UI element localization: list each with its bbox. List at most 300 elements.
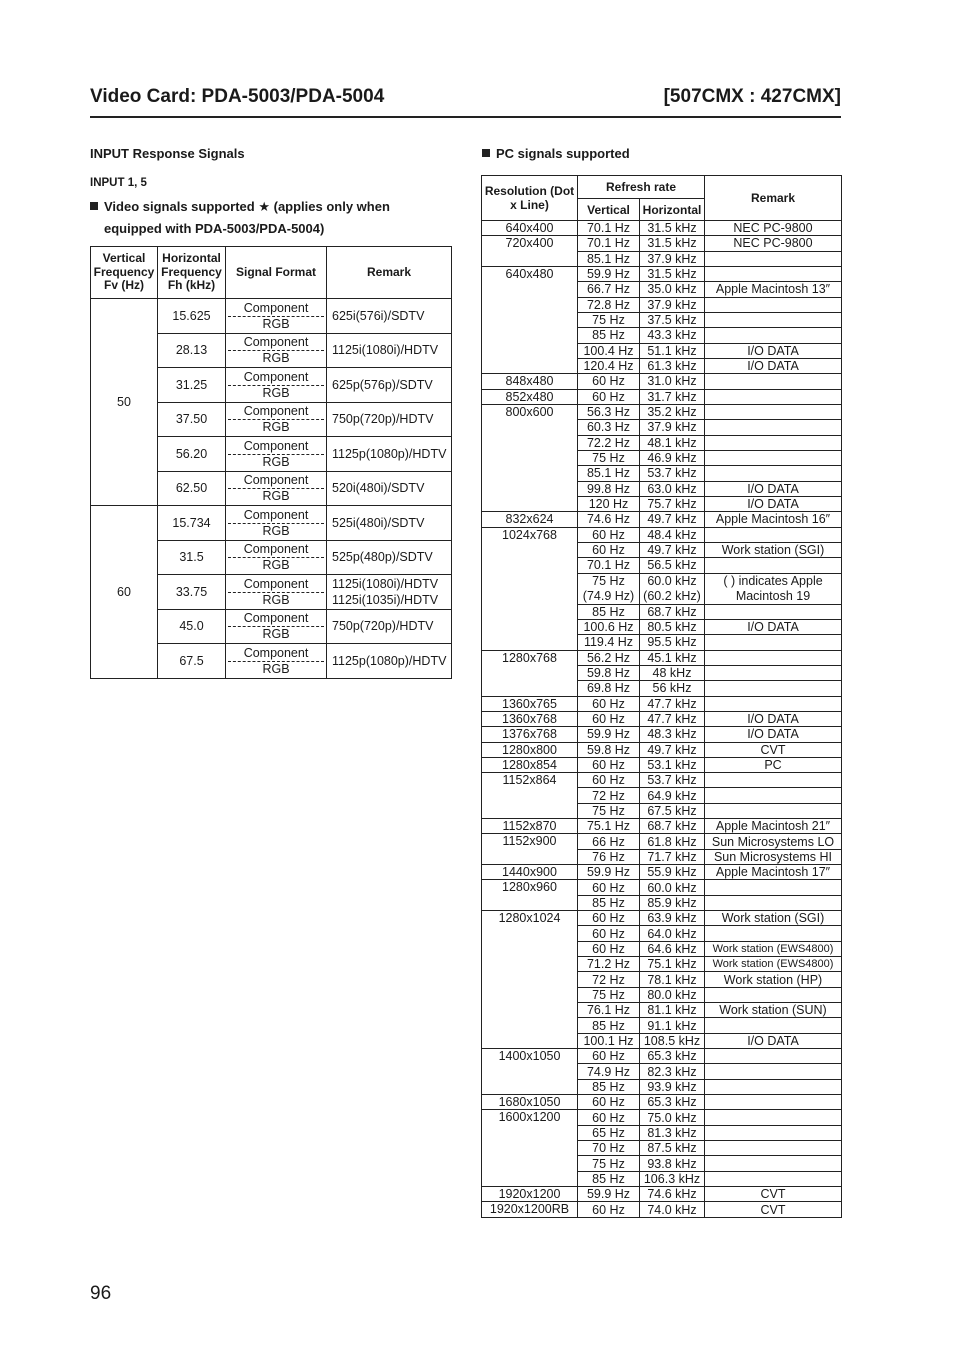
horizontal-rate: 51.1 kHz <box>647 343 697 358</box>
horizontal-rate: 61.3 kHz <box>647 359 697 374</box>
vertical-rate: 70.1 Hz <box>586 236 631 251</box>
resolution-cell: 1280x800 <box>482 742 578 757</box>
remark-cell <box>705 1049 842 1064</box>
resolution-cell: 1600x1200 <box>482 1110 578 1187</box>
vertical-rate: 66.7 Hz <box>586 282 631 297</box>
page-number: 96 <box>90 1283 112 1304</box>
resolution-cell: 852x480 <box>482 389 578 404</box>
table-row <box>482 742 842 757</box>
remark-text: 750p(720p)/HDTV <box>332 412 434 427</box>
resolution-cell: 1280x768 <box>482 650 578 696</box>
resolution-cell: 720x400 <box>482 236 578 267</box>
horizontal-rate: 43.3 kHz <box>647 328 697 343</box>
remark-text: 1125p(1080p)/HDTV <box>332 653 447 668</box>
remark-text: I/O DATA <box>747 620 799 635</box>
remark-text: Apple Macintosh 13″ <box>715 282 831 297</box>
vertical-rate-cell <box>578 420 640 435</box>
remark-cell <box>705 236 842 251</box>
horizontal-rate-cell <box>640 221 705 236</box>
resolution-cell: 1280x854 <box>482 757 578 772</box>
horizontal-rate-cell <box>640 1202 705 1217</box>
vertical-rate-cell <box>578 1187 640 1202</box>
rgb-label: RGB <box>262 558 290 573</box>
remark-text: Work station (HP) <box>723 972 823 987</box>
vertical-rate: 60 Hz <box>592 757 625 772</box>
signal-format <box>226 335 326 365</box>
horizontal-frequency-cell: 62.50 <box>158 471 226 506</box>
vertical-rate-cell <box>578 1202 640 1217</box>
vertical-rate-cell <box>578 496 640 511</box>
remark-cell <box>327 333 452 368</box>
horizontal-rate: 63.9 kHz <box>647 911 697 926</box>
horizontal-rate-cell <box>640 1171 705 1186</box>
remark-cell <box>705 481 842 496</box>
remark-cell <box>705 834 842 849</box>
header-remark: Remark <box>705 176 842 221</box>
resolution-cell: 1152x870 <box>482 819 578 834</box>
resolution-cell: 1440x900 <box>482 865 578 880</box>
horizontal-rate-cell <box>640 312 705 327</box>
remark-cell <box>705 727 842 742</box>
resolution-cell: 1360x768 <box>482 711 578 726</box>
remark-cell <box>705 957 842 972</box>
remark-cell <box>705 496 842 511</box>
vertical-rate-cell <box>578 1064 640 1079</box>
horizontal-rate-cell <box>640 558 705 573</box>
remark-cell <box>705 1187 842 1202</box>
remark-cell <box>705 788 842 803</box>
vertical-rate-cell <box>578 880 640 895</box>
horizontal-rate: 65.3 kHz <box>647 1095 697 1110</box>
remark-cell <box>705 665 842 680</box>
pc-signals-heading-text: PC signals supported <box>496 146 630 161</box>
remark-cell <box>327 540 452 575</box>
remark-cell <box>705 450 842 465</box>
vertical-rate-cell <box>578 251 640 266</box>
remark-cell <box>705 266 842 281</box>
remark-cell <box>705 742 842 757</box>
horizontal-rate-cell <box>640 727 705 742</box>
vertical-rate: 60.3 Hz <box>586 420 631 435</box>
signal-format-cell <box>226 540 327 575</box>
vertical-rate: 72 Hz <box>592 972 625 987</box>
table-row <box>482 1202 842 1217</box>
rgb-label: RGB <box>262 454 290 469</box>
vertical-rate-cell <box>578 619 640 634</box>
horizontal-rate-cell <box>640 849 705 864</box>
rgb-label: RGB <box>262 420 290 435</box>
table-row <box>482 911 842 926</box>
horizontal-rate: 31.7 kHz <box>647 389 697 404</box>
table-row <box>482 1110 842 1125</box>
horizontal-rate-cell <box>640 865 705 880</box>
remark-cell <box>705 542 842 557</box>
remark-cell <box>705 251 842 266</box>
vertical-rate: 72 Hz <box>592 788 625 803</box>
resolution-cell: 832x624 <box>482 512 578 527</box>
horizontal-rate-cell <box>640 1141 705 1156</box>
remark-cell <box>705 527 842 542</box>
remark-cell <box>327 575 452 610</box>
horizontal-rate: 81.1 kHz <box>647 1003 697 1018</box>
remark-cell <box>327 506 452 541</box>
remark-cell <box>327 402 452 437</box>
vertical-rate-cell <box>578 849 640 864</box>
vertical-rate-cell <box>578 1141 640 1156</box>
vertical-rate: 60 Hz <box>592 696 625 711</box>
vertical-rate-cell <box>578 742 640 757</box>
horizontal-rate-cell <box>640 711 705 726</box>
remark-cell <box>705 1110 842 1125</box>
horizontal-frequency-cell: 37.50 <box>158 402 226 437</box>
remark-cell <box>705 696 842 711</box>
table-row <box>482 1095 842 1110</box>
remark-cell <box>705 1033 842 1048</box>
horizontal-rate: 31.0 kHz <box>647 374 697 389</box>
remark-text: PC <box>764 757 782 772</box>
horizontal-rate-cell <box>640 435 705 450</box>
table-row <box>482 266 842 281</box>
table-row <box>482 527 842 542</box>
component-label: Component <box>243 438 309 453</box>
rgb-label: RGB <box>262 489 290 504</box>
vertical-rate-cell <box>578 435 640 450</box>
vertical-rate-cell <box>578 1110 640 1125</box>
horizontal-rate: 49.7 kHz <box>647 742 697 757</box>
horizontal-rate-cell <box>640 619 705 634</box>
horizontal-rate-cell <box>640 650 705 665</box>
horizontal-rate: 106.3 kHz <box>643 1171 701 1186</box>
page-title: Video Card: PDA-5003/PDA-5004 <box>90 86 385 107</box>
remark-cell <box>327 644 452 679</box>
vertical-rate: 85 Hz <box>592 1018 625 1033</box>
horizontal-rate: 74.6 kHz <box>647 1187 697 1202</box>
vertical-rate: 75.1 Hz <box>586 819 631 834</box>
remark-cell <box>705 1003 842 1018</box>
horizontal-rate: 93.9 kHz <box>647 1079 697 1094</box>
remark-cell <box>327 609 452 644</box>
signal-format <box>226 542 326 572</box>
video-note-line2: equipped with PDA-5003/PDA-5004) <box>104 221 325 236</box>
header-rule <box>90 116 841 118</box>
vertical-frequency-cell: 50 <box>91 299 158 506</box>
vertical-rate: 100.4 Hz <box>583 343 634 358</box>
horizontal-frequency-cell: 31.5 <box>158 540 226 575</box>
horizontal-rate-cell <box>640 819 705 834</box>
remark-cell <box>327 471 452 506</box>
vertical-rate: 60 Hz <box>592 941 625 956</box>
rgb-label: RGB <box>262 316 290 331</box>
vertical-rate: 56.3 Hz <box>586 405 631 420</box>
horizontal-rate-cell <box>640 635 705 650</box>
vertical-rate: 60 Hz <box>592 543 625 558</box>
vertical-rate: 60 Hz <box>592 1202 625 1217</box>
signal-format-cell <box>226 299 327 334</box>
remark-cell <box>705 803 842 818</box>
horizontal-rate: 75.7 kHz <box>647 497 697 512</box>
component-label: Component <box>243 473 309 488</box>
remark-cell <box>705 328 842 343</box>
rgb-label: RGB <box>262 592 290 607</box>
table-row <box>482 880 842 895</box>
remark-cell <box>705 374 842 389</box>
input-label: INPUT 1, 5 <box>90 177 147 189</box>
vertical-rate-cell <box>578 328 640 343</box>
remark-text: 520i(480i)/SDTV <box>332 481 425 496</box>
signal-format-cell <box>226 368 327 403</box>
header-horizontal-frequency: Horizontal Frequency Fh (kHz) <box>158 247 226 299</box>
vertical-rate: 100.1 Hz <box>583 1033 634 1048</box>
vertical-rate: 85 Hz <box>592 1079 625 1094</box>
vertical-rate-cell <box>578 773 640 788</box>
remark-cell <box>705 1156 842 1171</box>
vertical-rate-cell <box>578 266 640 281</box>
vertical-rate-cell <box>578 681 640 696</box>
remark-cell <box>705 773 842 788</box>
resolution-cell: 1376x768 <box>482 727 578 742</box>
remark-cell <box>705 926 842 941</box>
component-label: Component <box>243 542 309 557</box>
vertical-rate-cell <box>578 297 640 312</box>
resolution-cell: 1920x1200 <box>482 1187 578 1202</box>
horizontal-rate: 95.5 kHz <box>647 635 697 650</box>
horizontal-frequency-cell: 31.25 <box>158 368 226 403</box>
remark-text: Apple Macintosh 16″ <box>715 512 831 527</box>
table-row <box>482 834 842 849</box>
resolution-cell: 1280x1024 <box>482 911 578 1049</box>
horizontal-rate-cell <box>640 926 705 941</box>
vertical-rate-cell <box>578 972 640 987</box>
table-row <box>482 236 842 251</box>
rgb-label: RGB <box>262 523 290 538</box>
vertical-rate-cell <box>578 389 640 404</box>
vertical-rate-cell <box>578 635 640 650</box>
signal-format <box>226 646 326 676</box>
remark-text: I/O DATA <box>747 1033 799 1048</box>
vertical-rate: 69.8 Hz <box>586 681 631 696</box>
vertical-rate: 74.9 Hz <box>586 1064 631 1079</box>
horizontal-rate: 47.7 kHz <box>647 696 697 711</box>
vertical-rate: 120 Hz <box>588 497 629 512</box>
vertical-rate: 59.9 Hz <box>586 267 631 282</box>
vertical-rate-cell <box>578 312 640 327</box>
remark-cell <box>705 512 842 527</box>
horizontal-rate-cell <box>640 1064 705 1079</box>
remark-text: CVT <box>760 1202 786 1217</box>
remark-cell <box>705 466 842 481</box>
table-row <box>91 299 452 334</box>
remark-cell <box>705 573 842 604</box>
horizontal-rate: 37.5 kHz <box>647 313 697 328</box>
horizontal-rate-cell <box>640 1156 705 1171</box>
vertical-rate-cell <box>578 926 640 941</box>
vertical-rate-cell <box>578 696 640 711</box>
header-vertical-frequency: Vertical Frequency Fv (Hz) <box>91 247 158 299</box>
horizontal-rate-cell <box>640 880 705 895</box>
resolution-cell: 1024x768 <box>482 527 578 650</box>
remark-cell <box>705 404 842 419</box>
horizontal-frequency-cell: 67.5 <box>158 644 226 679</box>
remark-cell <box>705 987 842 1002</box>
horizontal-rate: 56.5 kHz <box>647 558 697 573</box>
table-row <box>482 773 842 788</box>
horizontal-rate: 85.9 kHz <box>647 895 697 910</box>
vertical-rate: 60 Hz <box>592 389 625 404</box>
remark-cell <box>705 1064 842 1079</box>
resolution-cell: 848x480 <box>482 374 578 389</box>
vertical-rate-cell <box>578 542 640 557</box>
table-row <box>482 757 842 772</box>
remark-cell <box>705 711 842 726</box>
remark-cell <box>705 650 842 665</box>
horizontal-rate-cell <box>640 496 705 511</box>
horizontal-rate-cell <box>640 266 705 281</box>
remark-cell <box>705 757 842 772</box>
horizontal-rate: 63.0 kHz <box>647 481 697 496</box>
resolution-cell: 1920x1200RB <box>482 1202 578 1217</box>
vertical-rate: 59.9 Hz <box>586 727 631 742</box>
vertical-rate-cell <box>578 481 640 496</box>
horizontal-rate: 35.0 kHz <box>647 282 697 297</box>
vertical-rate-cell <box>578 573 640 604</box>
remark-text: Macintosh 19 <box>735 588 811 603</box>
vertical-rate: 60 Hz <box>592 911 625 926</box>
horizontal-rate-cell <box>640 374 705 389</box>
remark-text: 1125i(1080i)/HDTV <box>332 343 439 358</box>
remark-text: 525i(480i)/SDTV <box>332 515 425 530</box>
vertical-rate: 59.8 Hz <box>586 742 631 757</box>
component-label: Component <box>243 645 309 660</box>
remark-cell <box>705 819 842 834</box>
horizontal-rate-cell <box>640 788 705 803</box>
component-label: Component <box>243 507 309 522</box>
remark-text: NEC PC-9800 <box>733 221 813 236</box>
horizontal-frequency-cell: 15.734 <box>158 506 226 541</box>
vertical-rate-cell <box>578 911 640 926</box>
horizontal-rate: 46.9 kHz <box>647 451 697 466</box>
horizontal-frequency-cell: 15.625 <box>158 299 226 334</box>
remark-text: 625i(576i)/SDTV <box>332 308 425 323</box>
horizontal-rate: 31.5 kHz <box>647 236 697 251</box>
remark-text: 1125i(1035i)/HDTV <box>332 592 439 607</box>
remark-text: NEC PC-9800 <box>733 236 813 251</box>
table-row <box>482 404 842 419</box>
vertical-rate: 71.2 Hz <box>586 957 631 972</box>
horizontal-rate-cell <box>640 895 705 910</box>
horizontal-rate: 48.4 kHz <box>647 527 697 542</box>
vertical-rate-cell <box>578 865 640 880</box>
remark-text: Sun Microsystems LO <box>711 834 835 849</box>
vertical-rate-cell <box>578 358 640 373</box>
horizontal-rate-cell <box>640 389 705 404</box>
horizontal-rate: 53.7 kHz <box>647 773 697 788</box>
horizontal-rate: 64.6 kHz <box>647 941 697 956</box>
horizontal-rate-cell <box>640 1125 705 1140</box>
horizontal-rate: 80.5 kHz <box>647 620 697 635</box>
vertical-rate-cell <box>578 1095 640 1110</box>
vertical-rate: 99.8 Hz <box>586 481 631 496</box>
vertical-rate-cell <box>578 803 640 818</box>
horizontal-rate-cell <box>640 527 705 542</box>
horizontal-rate-cell <box>640 696 705 711</box>
horizontal-rate: 68.7 kHz <box>647 604 697 619</box>
horizontal-rate: 37.9 kHz <box>647 297 697 312</box>
vertical-rate: 74.6 Hz <box>586 512 631 527</box>
horizontal-rate-cell <box>640 512 705 527</box>
rgb-label: RGB <box>262 627 290 642</box>
horizontal-rate-cell <box>640 236 705 251</box>
horizontal-rate-cell <box>640 404 705 419</box>
horizontal-rate-cell <box>640 328 705 343</box>
remark-text: Work station (EWS4800) <box>712 958 834 971</box>
vertical-rate-cell <box>578 1003 640 1018</box>
vertical-rate-cell <box>578 282 640 297</box>
table-row <box>482 512 842 527</box>
vertical-rate: 60 Hz <box>592 1049 625 1064</box>
resolution-cell: 800x600 <box>482 404 578 511</box>
remark-cell <box>327 368 452 403</box>
vertical-rate-cell <box>578 650 640 665</box>
remark-text: 1125p(1080p)/HDTV <box>332 446 447 461</box>
horizontal-rate: 60.0 kHz <box>647 880 697 895</box>
remark-text: ( ) indicates Apple <box>723 573 823 588</box>
horizontal-rate-cell <box>640 742 705 757</box>
component-label: Component <box>243 369 309 384</box>
rgb-label: RGB <box>262 385 290 400</box>
resolution-cell: 1152x864 <box>482 773 578 819</box>
vertical-rate-cell <box>578 466 640 481</box>
horizontal-rate: 93.8 kHz <box>647 1156 697 1171</box>
remark-text: Apple Macintosh 17″ <box>715 865 831 880</box>
video-note-line1: Video signals supported ★ (applies only when <box>104 199 390 214</box>
header-horizontal: Horizontal <box>640 199 705 221</box>
vertical-rate: 85 Hz <box>592 328 625 343</box>
resolution-cell: 1152x900 <box>482 834 578 865</box>
horizontal-rate-cell <box>640 1110 705 1125</box>
horizontal-rate: 78.1 kHz <box>647 972 697 987</box>
component-label: Component <box>243 576 309 591</box>
table-row <box>482 650 842 665</box>
vertical-rate-cell <box>578 604 640 619</box>
vertical-rate-cell <box>578 1156 640 1171</box>
header-remark: Remark <box>327 247 452 299</box>
horizontal-rate: 65.3 kHz <box>647 1049 697 1064</box>
vertical-rate-cell <box>578 1049 640 1064</box>
remark-cell <box>705 282 842 297</box>
remark-text: I/O DATA <box>747 497 799 512</box>
remark-cell <box>705 1125 842 1140</box>
vertical-rate: 76 Hz <box>592 849 625 864</box>
vertical-rate-cell <box>578 221 640 236</box>
vertical-rate-cell <box>578 404 640 419</box>
pc-signals-heading <box>482 146 630 161</box>
header-resolution: Resolution (Dot x Line) <box>482 176 578 221</box>
horizontal-rate: 87.5 kHz <box>647 1141 697 1156</box>
vertical-rate: 60 Hz <box>592 527 625 542</box>
horizontal-rate: 48 kHz <box>652 666 692 681</box>
horizontal-rate-cell <box>640 542 705 557</box>
signal-format-cell <box>226 575 327 610</box>
horizontal-rate: 75.0 kHz <box>647 1110 697 1125</box>
remark-cell <box>705 389 842 404</box>
remark-text: I/O DATA <box>747 481 799 496</box>
remark-cell <box>705 358 842 373</box>
header-vertical: Vertical <box>578 199 640 221</box>
vertical-rate: 75 Hz <box>592 451 625 466</box>
remark-text: I/O DATA <box>747 712 799 726</box>
horizontal-rate-cell <box>640 1079 705 1094</box>
horizontal-rate: 53.1 kHz <box>647 757 697 772</box>
